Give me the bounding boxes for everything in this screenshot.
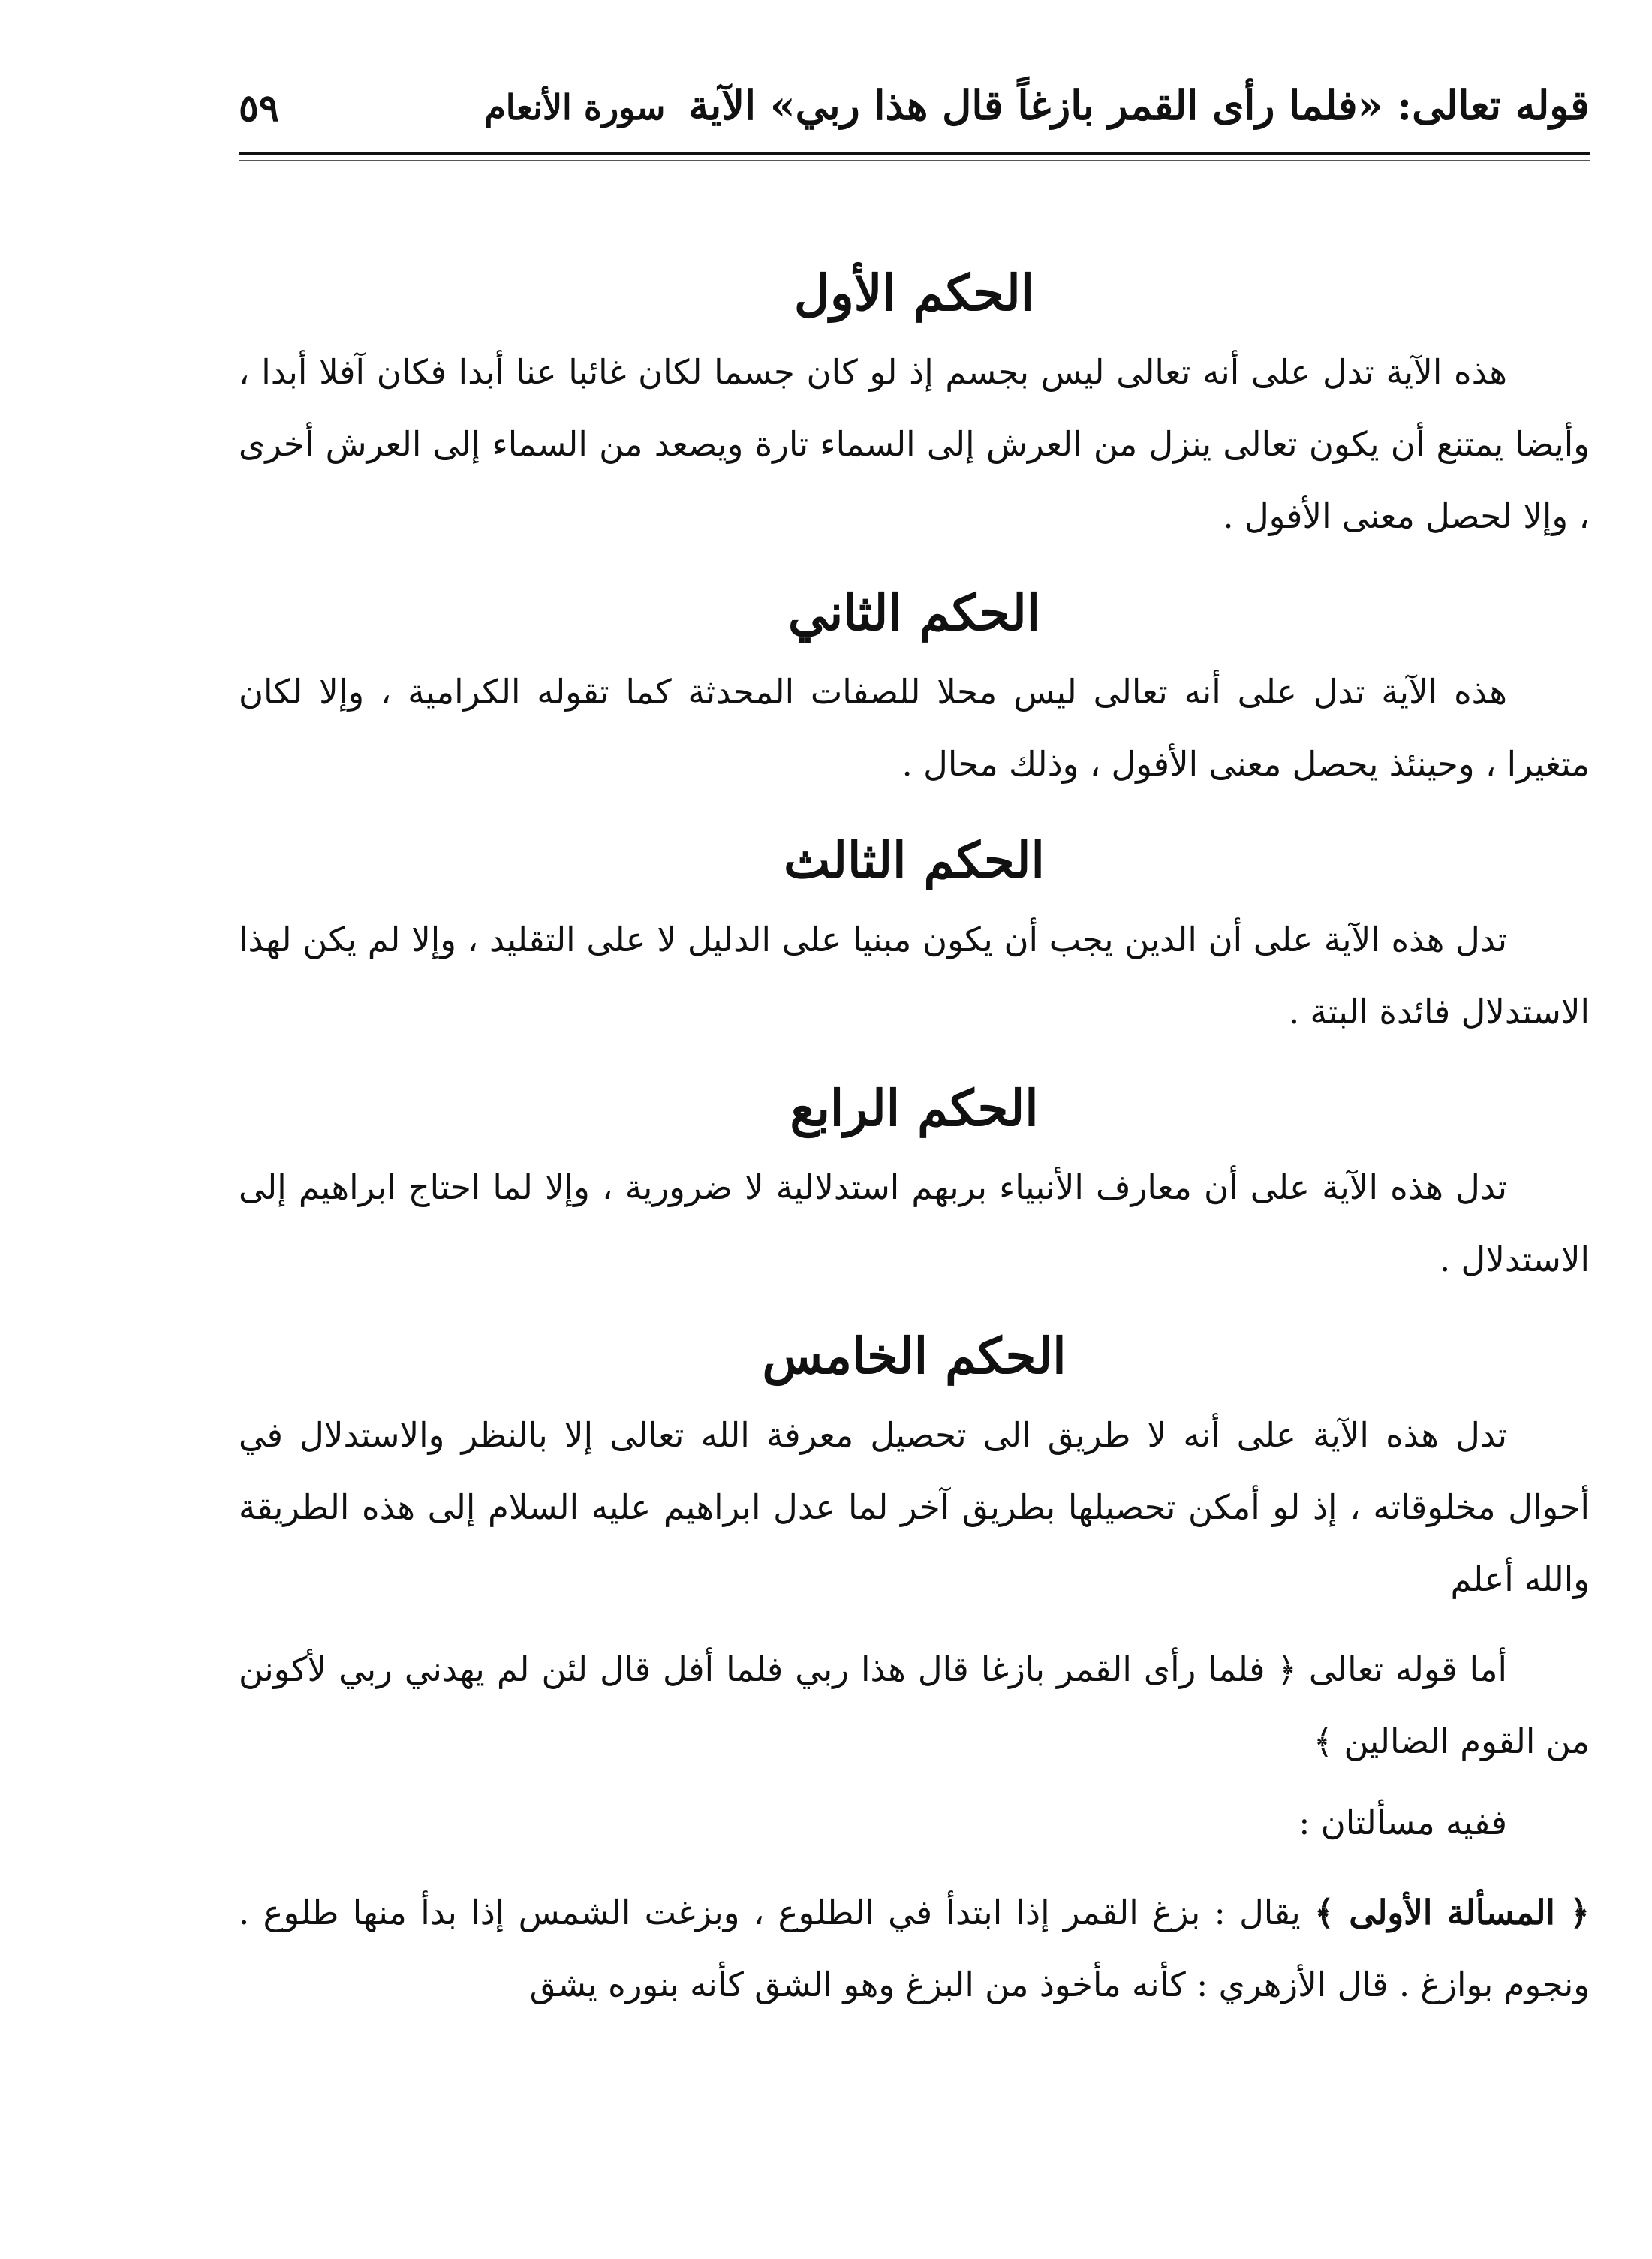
running-title: [484, 81, 1590, 129]
section-paragraph-1: هذه الآية تدل على أنه تعالى ليس بجسم إذ لو كان جسما لكان غائبا عنا أبدا فكان آفلا أبدا ، وأيضا يمتنع أن يكون تعالى ينزل من العرش إلى السماء تارة ويصعد من السماء إلى العرش أخرى ، وإلا لحصل معنى الأفول .: [239, 352, 1590, 536]
section-paragraph-5: تدل هذه الآية على أنه لا طريق الى تحصيل معرفة الله تعالى إلا بالنظر والاستدلال في أحوال مخلوقاته ، إذ لو أمكن تحصيلها بطريق آخر لما عدل ابراهيم عليه السلام إلى هذه الطريقة والله أعلم: [239, 1415, 1590, 1599]
section-paragraph-4: تدل هذه الآية على أن معارف الأنبياء بربهم استدلالية لا ضرورية ، وإلا لما احتاج ابراهيم إلى الاستدلال .: [239, 1167, 1590, 1279]
first-masala-title: ﴿ المسألة الأولى ﴾: [1314, 1893, 1590, 1932]
running-title-text: قوله تعالى: «فلما رأى القمر بازغاً قال هذا ربي» الآية: [688, 81, 1590, 129]
masail-intro: ففيه مسألتان :: [1298, 1803, 1507, 1842]
page-number: ٥٩: [239, 86, 279, 130]
running-header: [239, 75, 1590, 150]
first-masala-text: يقال : بزغ القمر إذا ابتدأ في الطلوع ، وبزغت الشمس إذا بدأ منها طلوع . ونجوم بوازغ . قال الأزهري : كأنه مأخوذ من البزغ وهو الشق كأنه بنوره يشق: [239, 1893, 1590, 2004]
surah-name: سورة الأنعام: [484, 87, 666, 128]
section-heading-1: الحكم الأول: [793, 264, 1035, 322]
header-rule: [239, 152, 1590, 155]
header-rule-thin: [239, 160, 1590, 161]
section-heading-3: الحكم الثالث: [784, 831, 1045, 890]
section-paragraph-2: هذه الآية تدل على أنه تعالى ليس محلا للصفات المحدثة كما تقوله الكرامية ، وإلا لكان متغيرا ، وحينئذ يحصل معنى الأفول ، وذلك محال .: [239, 672, 1590, 784]
section-heading-2: الحكم الثاني: [787, 583, 1041, 642]
section-heading-5: الحكم الخامس: [762, 1327, 1067, 1385]
first-masala-paragraph: [239, 1877, 1590, 2021]
section-paragraph-3: تدل هذه الآية على أن الدين يجب أن يكون مبنيا على الدليل لا على التقليد ، وإلا لم يكن لهذا الاستدلال فائدة البتة .: [239, 920, 1590, 1032]
page-body: [239, 240, 1590, 2021]
section-heading-4: الحكم الرابع: [790, 1079, 1039, 1137]
verse-paragraph: أما قوله تعالى ﴿ فلما رأى القمر بازغا قال هذا ربي فلما أفل قال لئن لم يهدني ربي لأكونن من القوم الضالين ﴾: [239, 1649, 1590, 1761]
